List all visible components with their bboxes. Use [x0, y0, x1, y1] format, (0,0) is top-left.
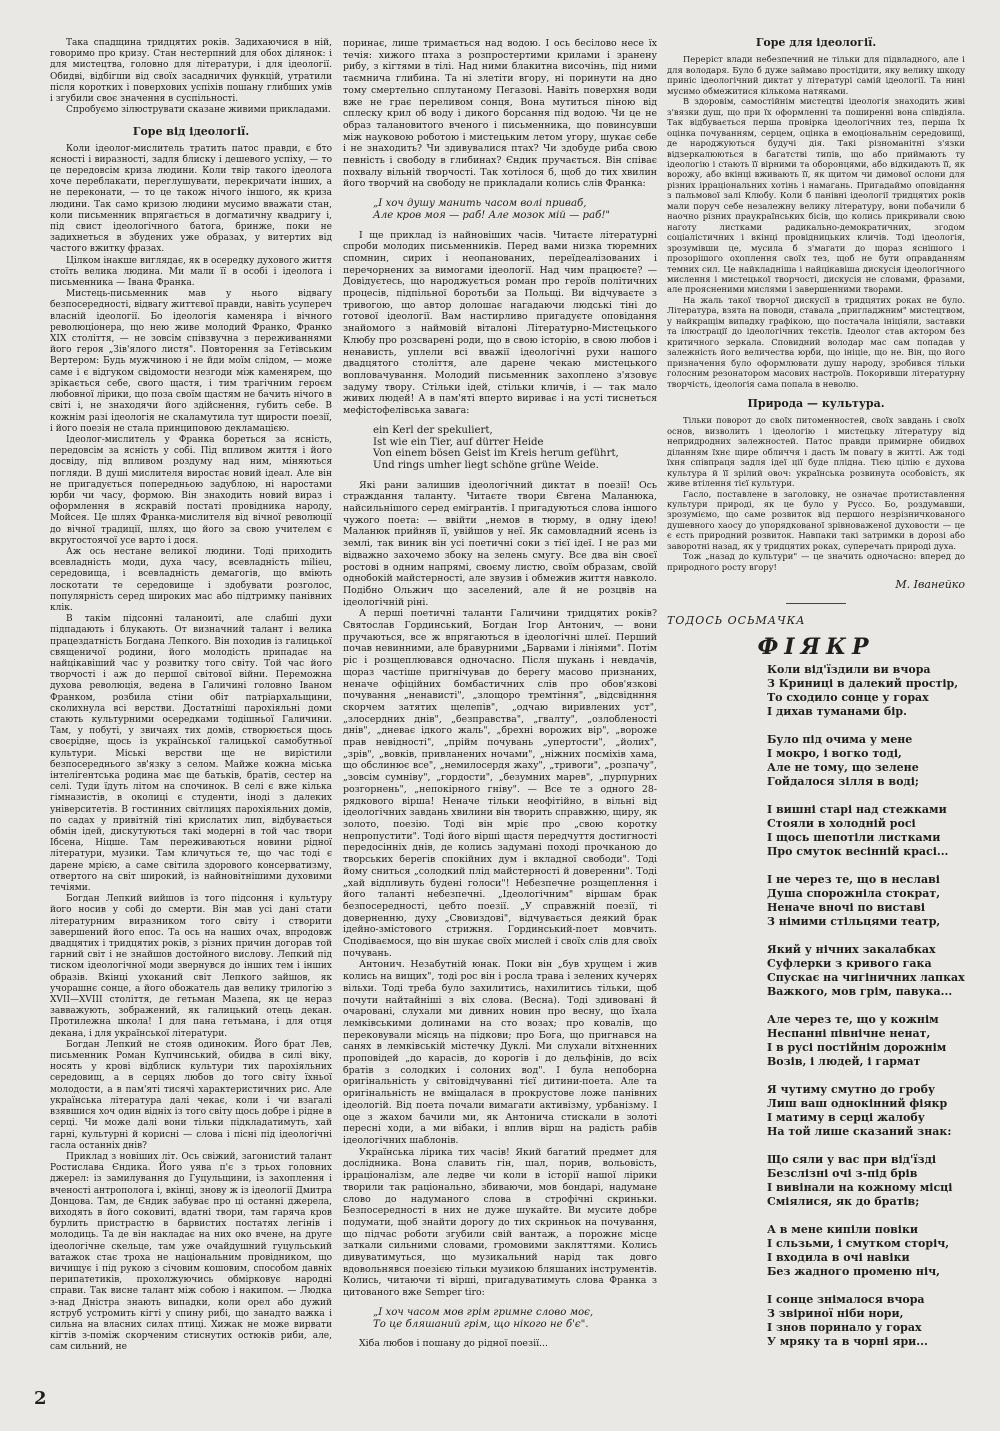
column-3 [667, 38, 965, 1363]
quote-line: Але кров моя — раб! Але мозок мій — раб!" [373, 209, 611, 221]
quote-line: Ist wie ein Tier, auf dürrer Heide [373, 436, 544, 448]
poem-line: Возів, і людей, і гармат [767, 1054, 921, 1068]
poem-stanza [767, 733, 965, 789]
paragraph: Цілком інакше виглядає, як в осередку духового життя стоїть велика людина. Ми мали її в особі і ідеолога і письменника — Івана Франка. [50, 255, 332, 289]
paragraph: Богдан Лепкий не стояв одиноким. Його брат Лев, письменник Роман Купчинський, обидва в силі віку, носять у крові відблиск культури тих парохіяльних середовищ, а в серцях любов до того світу їхньої молодости, а в пам'яті тисячі характеристичних рис. Але українська література далі чекає, коли і чи взагалі взявшися хоч один відніх із того світу щось добре і рідне в серці. Чи може далі вони тільки підкладатимуть, хай гарні, культурні й корисні — слова і пісні під ідеологічні гасла останніх днів? [50, 1039, 332, 1151]
quote-line: „І хоч часом мов грім гримне слово моє, [373, 1306, 594, 1318]
poem-line: Неначе вночі по виставі [767, 900, 926, 914]
poem-stanza [767, 1083, 965, 1139]
poem-line: Безслізні очі з-під брів [767, 1166, 918, 1180]
paragraph: Переріст влади небезпечний не тільки для підвладного, але і для володаря. Було б дуже займаво простідити, яку велику шкоду приніс ідеологічний диктат у літературі самій ідеології. Та нині мусимо обмежитися кількома натяками. [667, 54, 965, 96]
poem-line: Було під очима у мене [767, 732, 913, 746]
paragraph: Тільки поворот до своїх питоменностей, своїх завдань і своїх основ, визволить і ідеологію і мистецьку літературу від непридродних залежностей. Патос правди примирне обидвох діланням їхнє щире обличчя і дасть їм повагу в житті. Аж тоді їхня співпраця задля ідеї ції буде плідна. Тією цілію є духова культура й її зрілий овоч: українська розвинута особовість, як живе втілення тієї культури. [667, 415, 965, 489]
poem-line: І входила в очі навіки [767, 1250, 910, 1264]
poem-line: Душа спорожніла стократ, [767, 886, 941, 900]
paragraph: В такім підсонні таланоиті, але слабші духи підпадають і блукають. От визначний талант і велика працездатність Богдана Лепкого. Він походив із галицької священичої родини, його молодість припадає на найцікавіший час у розвитку того світу. Той час його творчості і аж до першої світової війни. Переможна духова революція, ведена в Галичині головно Іваном Франком, розбила стіни обіт патріархальщини, сколихнула всі верстви. Достатніші парохіяльні доми стають культурними осередками тодішньої Галичини. Там, у побуті, у звичаях тих домів, створюється щось своєрідне, щось із української галицької самобутньої культури. Міські верстви ще не вирістили безпосереднього зв'язку з селом. Майже кожна міська інтелігентська родина має ще батьків, братів, сестер на селі. Туди їдуть літом на спочинок. В селі є вже кілька гімназистів, в околиці є студенти, іноді з далеких університетів. В гостинних світлицях парохіяльних домів, по садах у привітній тіні крислатих лип, відбувається обмін ідей, дискутуються такі модерні в той час твори Ібсена, Ніцше. Там переживаються новини рідної літератури, музики. Там кличуться те, що час тоді є дарене мрією, а саме світила здорового консерватизму, отвертого на світ широкий, із найновітнішими духовими течіями. [50, 614, 332, 894]
paragraph: Мистець-письменник мав у нього відвагу безпосередності, відвагу життєвої правди, навіть усупереч власній ідеології. Бо ідеологія каменяра і вічного революціонера, що нею живе молодий Франко, Франко XIX століття, — не зовсім співзвучна з переживаннями його героя „Зів'ялого листя". Повторення за Гетівським Вертером: Будь мужчиною і не йди моїм слідом, — може саме і є відгуком свідомости незгоди між каменярем, що зрікається себе, свого щастя, і тим трагічним героєм любовної лірики, що поза своїм щастям не бачить нічого в світі і, не знаходячи його здійснення, губить себе. В кожнім разі ідеологія не скаламутила тут щирости поезії, і його поезія не стала принциповою декламацією. [50, 289, 332, 434]
paragraph: І ще приклад із найновіших часів. Читаєте літературні спроби молодих письменників. Перед вами низка тюремних спомнин, сирих і неопанованих, переїдеалізованих і перечорнених за вимогами ідеології. Над чим працюєте? — Довідуєтесь, що народжується роман про героїв політичних процесів, підпільної боротьби за Польщі. Ви відчуваєте з тривогою, що автор долошає нагадаючи людські тіні до готової ідеології. Вам настирливо пригадуєте оповідання знайомого з наймовій віталоні Літературно-Мистецького Клюбу про розсварені роди, що в свою історію, в свою любов і ненависть, уплели всі вважії ідеологічні рухи нашого двадцятого століття, але дарене чекаю мистецького вопловачування. Молодий письменник захоплено з'язовує задуму твору. Стільки ідей, стільки кличів, і — так мало живих людей! А в пам'яті вперто вириває і на усті тиснеться мефістофелівська завага: [343, 229, 657, 417]
poem-line: Важкого, мов грім, павука... [767, 984, 953, 998]
poem-line: То сходило сонце у горах [767, 690, 929, 704]
poem-line: І матиму в серці жалобу [767, 1110, 925, 1124]
quote-line: ein Kerl der spekuliert, [373, 424, 493, 436]
poem-line: Який у нічних закалабках [767, 942, 936, 956]
column-1 [50, 38, 332, 1354]
paragraph: Коли ідеолог-мислитель тратить патос правди, є бто ясності і виразності, задля блиску і дешевого успіху, — то це передовсім криза людини. Коли твір такого ідеолога хоче переблакати, переглушувати, перекричати інших, а не переконати, — то це також нічого іншого, як криза людини. Так само кризою людини мусимо вважати стан, коли письменник впрягається в догматичну квадригу і, під свист ідеологічного батога, бринже, поки не задихнеться в збудених уже образах, у витертих від частого вжитку фразах. [50, 143, 332, 255]
poem-line: Але не тому, що зелене [767, 760, 919, 774]
poem-line: І вишні старі над стежками [767, 802, 947, 816]
poem-line: У мряку та в чорні яри... [767, 1334, 928, 1348]
divider [786, 603, 846, 604]
poem-stanza [767, 873, 965, 929]
paragraph: Хіба любов і пошану до рідної поезії... [359, 1338, 549, 1350]
poem-line: І в русі постійнім дорожнім [767, 1040, 947, 1054]
poem-line: І дихав туманами бір. [767, 704, 907, 718]
poem-stanza [767, 1223, 965, 1279]
poem-line: Неспанні північне ненат, [767, 1026, 931, 1040]
section-heading: Горе для ідеології. [755, 36, 877, 49]
poem-line: Без жадного променю ніч, [767, 1264, 941, 1278]
poem-line: І вивінали на кожному місці [767, 1180, 953, 1194]
poem-line: Я чутиму смутно до гробу [767, 1082, 935, 1096]
poem-line: З Криниці в далекий простір, [767, 676, 959, 690]
poem-line: Сміялися, як до братів; [767, 1194, 920, 1208]
poem-line: І щось шепотіли листками [767, 830, 941, 844]
paragraph: Богдан Лепкий вийшов із того підсоння і культуру його носив у собі до смерти. Він мав усі дані стати літературним виразником того світу і створити завершений його епос. Та ось на наших очах, впродовж двадцятих і тридцятих років, з різних причин догорав той гарний світ і не знайшов достойного вислову. Лепкий під тиском ідеологічної моди звернувся до інших тем і інших образів. Вкінці ухоканий світ Лепкого зайшов, як учорашнє сонце, а його обожатель дав велику трилогію з XVII—XVIII століття, де гетьман Мазепа, як це нераз завважують, зображений, як галицький отець декан. Протилежна школа! І для пана гетьмана, і для отця декана, і для української літератури. [50, 894, 332, 1039]
paragraph: поринає, лише тримається над водою. І ось бесілово несе їх течія: хижого птаха з розпростертими крилами і зранену рибу, з кігтями в тілі. Над ними блакитна височінь, під ними таємнича глибина. Та ні злетіти вгору, ні поринути на дно тому смертельно сплутаному Пегазові. Навіть поверхня води вже не грає переливом сонця, Вона мутиться піною від сплеску крил об воду і дикого борсання під водою. Чи це не образ талановитого вченого і письменника, що повинсувши між науковою роботою і мистецьким летом угору, шукає себе і не знаходить? Чи здивувалися птах? Чи здобуде риба свою певність і свободу в глибинах? Єндик пручається. Він співає похвалу вільній творчості. Так хотілося б, щоб до тих хвилин його творчий на свободу не прикладали колись слів Франка: [343, 38, 657, 190]
paragraph: А перші поетичні таланти Галичини тридцятих років? Святослав Гординський, Богдан Ігор Антонич, — вони пручаються, все ж впрягаються в ідеологічні шлеї. Перший почав невинними, але бравурними „Барвами і лініями". Потім ріс і розщеплювався одночасно. Після шукань і невдачів, щораз частіше пригнічував до берегу масово признаних, неначе офіційних бомбастичних слів про обов'язкові почування „ненависті", „злощоро тремтіння", „відсвіднння скорчем затятих щелепів", „одчаю виривлених уст", „злоcердних днів", „безправства", „гвалту", „озлобленості днів", „дневає ідкого жаль", „брехні ворожих вір", „вороже прав невідності", „прійм почувань „упертости", „йолих", „зрів", „вовків, привланених ночами", „ніжних посміхів хама, що обслинює все", „немилосердя жаху", „тривоги", „розпачу", „зовсім сумніву", „гордости", „безумних марев", „пурпурних розгорнень", „непокірного гніву". — Все те з одного 28-рядкового вірша! Неначе тільки неофітійно, в вільні від ідеологічних завдань хвилини він творить справжню, щиру, як золото, поезію. Тоді він мріє про „свою коротку непропустити". Тоді його вірші щастя передчуття достигності передосінніх днів, де колись задумані поході прочканою до творських берегів спокійних дум і вкладної свободи". Тоді йому сниться „солодкий плід майстерності й доверенни". Тоді „хай відпливуть будені голоси"! Небезпечне розщеплення і його таланті небезпечні. „Ідеологічним" віршам брак безпосередності, цебто поезії. „У справжній поезії, ті доверненню, духу „Свовиздові", відчувається деякий брак ідейно-змістового стрижня. Гординський-поет мовчить. Сподіваємося, що він шукає своїх мислей і своїх слів для своїх почувань. [343, 608, 657, 959]
poem-stanza [767, 1013, 965, 1069]
poem-line: Про смуток весінній красі... [767, 844, 949, 858]
poem-line: Гойдалося зілля в воді; [767, 774, 919, 788]
paragraph: Спробуємо зілюструвати сказане живими прикладами. [66, 105, 331, 116]
paragraph: Українська лірика тих часів! Який багатий предмет для дослідника. Вона славить гін, шал, порив, вольовість, ірраціоналізм, але ледве чи коли в історії нашої лірики творили так раціонально, збиваючи, мов бондарі, надумане слово до надуманого слова в строфічні скриньки. Безпосередності в них не дуже шукайте. Ви мусите добре подумати, щоб знайти дорогу до тих скриньок на почування, що підчас роботи згубили свій вантаж, а порожнє місце заткали сильними словами, громовими закляттями. Колись дивуватимуться, що музикальний нарід так довго вдовольнявся поезією тільки музикою бляшаних інструментів. Колись, читаючи ті вірші, пригадуватимуть слова Франка з цитованого вже Semper tiro: [343, 1146, 657, 1299]
quote-line: „І хоч душу манить часом волі приваб, [373, 198, 587, 210]
poem-line: Коли від'їздили ви вчора [767, 662, 931, 676]
poem-stanza [767, 1153, 965, 1209]
poem-line: З німими стільцями театр, [767, 914, 941, 928]
poem-line: І не через те, що в неславі [767, 872, 940, 886]
paragraph: Тож „назад до культури" — це значить одночасно: вперед до природного росту вгору! [667, 551, 965, 572]
poem-line: Стояли в холодній росі [767, 816, 916, 830]
column-2 [343, 38, 657, 1350]
paragraph: На жаль такої творчої дискусії в тридцятих роках не було. Література, взята на поводи, ставала „пригладжним" мистецтвом, у найкращім випадку графікою, що постачала ініціяли, заставки та ілюстрації до ідеологічних текстів. Ідеолог став актором без критичного зеркала. Сповидний володар мас сам попадав у залежність його величества юрби, що ініціе, що не. Він, що його призначення було оформлювати душу народу, зробився тільки голосним резонатором масових настроїв. Покоривши літературну творчість, ідеологія сама попала в неволю. [667, 294, 965, 389]
poem-line: Суфлерки з кривого гака [767, 956, 932, 970]
poem-line: З звіриної ніби нори, [767, 1306, 904, 1320]
poem-line: Що сяли у вас при від'їзді [767, 1152, 937, 1166]
poem-line: І знов поринало у горах [767, 1320, 922, 1334]
poem-stanza [767, 1293, 965, 1349]
quote-line: То це бляшаний грім, що нікого не б'є". [373, 1318, 589, 1330]
quote-franko [373, 198, 657, 221]
poem-line: І сльзьми, і смутком сторіч, [767, 1236, 950, 1250]
poem-stanza [767, 663, 965, 719]
paragraph: Приклад з новіших літ. Ось свіжий, загонистий талант Ростислава Єндика. Його уява п'є з трьох головних джерел: із замилування до Гуцульщини, із захоплення і вченості антрополога і, вкінці, знову ж із ідеології Дмитра Донцова. Там, де Єндик забуває про ці останні джерела, виходять в його соковиті, вдатні твори, там гаряча кров бурлить пристрастю в барвистих постатях легінів і молодиць. Та де він накладає на них око вчене, на друге ідеологічне скельце, там уже очайдушний гуцульський ватажок стає троха не національним провідником, що вичищує і під рукою з січовим кошовим, способом давніх перипатетиків, прохолжуючись обмірковує народні справи. Так висне талант між собою і накипом. — Людка з-над Дністра знають випадки, коли орел або дужий яструб устромить кігті у спину рибі, що занадто важка і сильна на власних силах птиці. Хижак не може вирвати кігтів з-поміж скорченим стиснутих остюків риби, але, сам сильний, не [50, 1151, 332, 1353]
paragraph: В здоровім, самостійнім мистецтві ідеологія знаходить живі з'вязки душ, що при їх оформленні та поширенні вона співдіяла. Так відбувається перша провірка ідеологічних тез, перша їх оцінка почуванням, серцем, оцінка в емоціональнім середовищі, де народжуються будучі дія. Такі різноманітні з'язки відзеркалюються в багатстві типів, що або приймають ту ідеологію і стають її вірними та оборонцями, або відкидають її, як ворожу, або вкінці вживають її, як щитом чи димової ослони для різних ірраціональних хотінь і намагань. Пригадаймо оповідання з пальмової залі Клюбу. Коли б панівні ідеології тридцятих років мали поруч себе незалежну велику літературу, вони побачили б наочно різних праукраїнських бісів, що колись прикривали свою наготу листками радикально-демократичних, згодом соціалістичних і вкінці провідницьких кличів. Тоді ідеологія, зрозумівши це, мусила б з'магати до щораз яснішого і прозорішого охоплення своїх тез, щоб не бути оправданням темних сил. Це найкладніша і найцікавіша дискусія ідеологічного мислення і мистецької творчості, дискусія не словами, фразами, але проясненими мислями і завершенними творами. [667, 96, 965, 295]
poem-line: І сонце знімалося вчора [767, 1292, 925, 1306]
quote-line: Und rings umher liegt schöne grüne Weide. [373, 459, 599, 471]
quote-semper-tiro [373, 1307, 657, 1330]
poem-line: І мокро, і вогко тоді, [767, 746, 902, 760]
author-signature: М. Іванейко [895, 578, 965, 592]
poem-stanza [767, 943, 965, 999]
paragraph: Ідеолог-мислитель у Франка бореться за ясність, передовсім за ясність у собі. Під впливом життя і його досвіду, під впливом роздуму над ним, міняються погляди. В душі мислителя виростає новий ідеал. Але він не пригадується попередньою задублою, ні наростами юрби чи часу, формою. Він знаходить новий вираз і оформлення в яскравій постаті провідника народу, Мойсея. Це шлях Франка-мислителя від вічної революції до вічної традиції, шлях, що його за свою учителем є вкругостоячої усе варто і дося. [50, 434, 332, 546]
poem-author: ТОДОСЬ ОСЬМАЧКА [667, 613, 806, 627]
quote-line: Von einem bösen Geist im Kreis herum geführt, [373, 448, 619, 460]
paragraph: Які рани залишив ідеологічний диктат в поезії! Ось страждання таланту. Читаєте твори Євгена Маланюка, найсильнішого серед емігрантів. І пригадуються слова іншого чужого поета: — ввійти „немов в тюрму, в одну ідею! Маланюк прийняв її, увійшов у неї. Як самовладний ясень із землі, так виник він усі поетичні соки з тієї ідеї. І не раз ми відважно захочемо збоку на зелень смугу. Все два він своєї ростові в одним напрямі, своєму листю, своїм образам, своїй однобокій майстерності, але звузив і обмежив життя навколо. Подібно Ольжич що заселений, але й не розцвів на ідеологічній ріні. [343, 479, 657, 608]
poem-line: Спускає на чигіничних лапках [767, 970, 965, 984]
poem-stanza [767, 803, 965, 859]
poem-line: Лиш ваш однокінний фіякр [767, 1096, 948, 1110]
paragraph: Антонич. Незабутній юнак. Поки він „був хрущем і жив колись на вищих", тоді рос він і росла трава і зелених кучерях вільхи. Тоді треба було захилитись, нахилитись тільки, щоб почути найтайніші з віх слова. (Весна). Тоді здивовані й очаровані, слухали ми дивних новин про весну, що їхала лемківськими долинами на стo возах; про ковалів, що перековували місяць на підкови; про Бога, що пригнався на санях в лемківській містечку Дуклі. Ми слухали вітхненних проповідей „до карасів, до корогів і до дельфінів, до всіх братів з солодких і солоних вод". І була непоборна оригінальність у світовідчуванні тієї дитини-поета. Але та оригінальність не вміщалася в прокрустове ложе панівних ідеологій. Від поета почали вимагати активізму, урбанізму. І оце з жахом бачили ми, як Антонича стискали в золоті пересні ходи, а ми вібаки, і вплив вірш на радість рабів ідеологічних шаблонів. [343, 959, 657, 1146]
poem-line: На той лише сказаний знак: [767, 1124, 952, 1138]
poem-line: Але через те, що у кожнім [767, 1012, 939, 1026]
poem-title: ФІЯКР [757, 634, 875, 661]
section-heading: Горе від ідеології. [132, 125, 250, 139]
poem [667, 663, 965, 1349]
section-heading: Природа — культура. [747, 396, 885, 410]
paragraph: Гасло, поставлене в заголовку, не означає протиставлення культури природі, як це було у Руссо. Бо, роздумавши, зрозуміємо, що саме розвиток від першого незрізничкованого душевного хаосу до упорядкованої зрівноваженої духовости — це є єсть природний розвиток. Навпаки такі затримки в дорозі або заворотні назад, як у тридцятих роках, суперечать природі духа. [667, 488, 965, 551]
page-number: 2 [34, 1388, 47, 1409]
quote-german [373, 425, 657, 472]
poem-line: А в мене кипіли повіки [767, 1222, 919, 1236]
paragraph: Аж ось нестане великої людини. Тоді приходить всевладність моди, духа часу, всевладність milieu, середовища, і всевладність демагогів, що вміють лоскотати те середовище і здобувати розголос, популярність серед широких мас або підтримку панівних клік. [50, 546, 332, 613]
paragraph: Така спадщина тридцятих років. Задихаючися в ній, говоримо про кризу. Стан нестерпний для обох ділянок: і для мистецтва, головно для літератури, і для ідеології. Обидві, відбігши від своїх засадничих функцій, утратили після коротких і поверхових успіхів пошану глибших умів і згубили своє значення в суспільності. [50, 38, 332, 105]
